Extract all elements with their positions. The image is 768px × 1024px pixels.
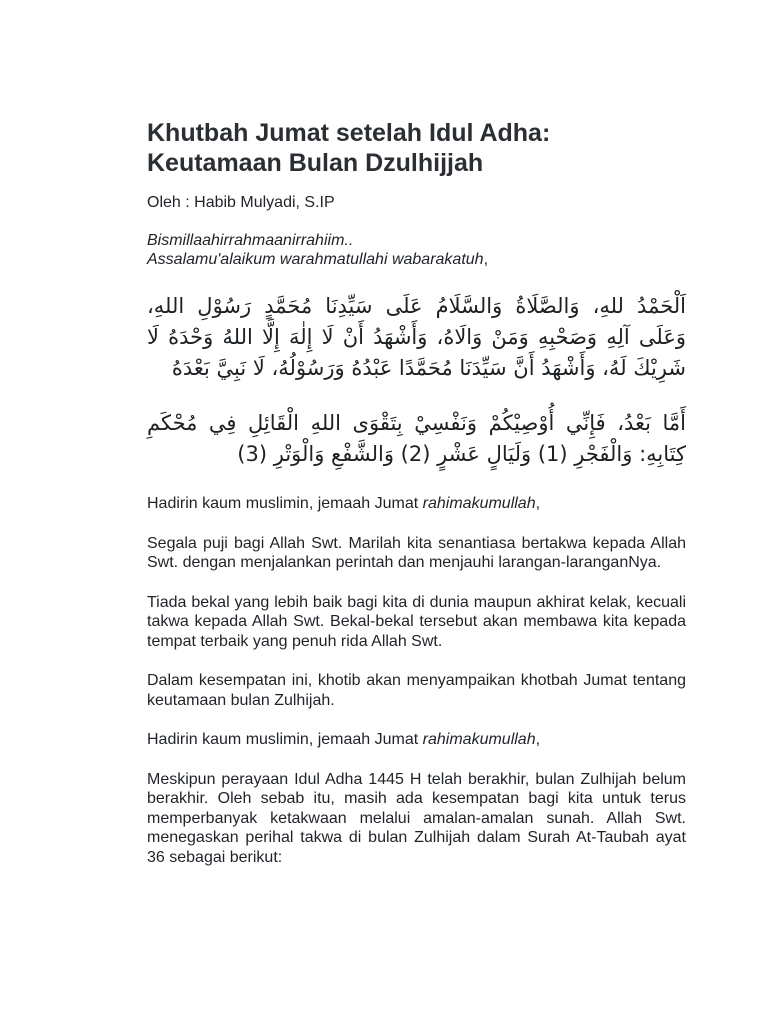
address-text: Hadirin kaum muslimin, jemaah Jumat — [147, 495, 423, 512]
address-text: Hadirin kaum muslimin, jemaah Jumat — [147, 731, 423, 748]
address-paragraph-1 — [147, 494, 686, 514]
author-byline: Oleh : Habib Mulyadi, S.IP — [147, 194, 335, 211]
address-tail: , — [535, 731, 541, 748]
paragraph-provision: Tiada bekal yang lebih baik bagi kita di dunia maupun akhirat kelak, kecuali takwa kepada Allah Swt. Bekal-bekal tersebut akan membawa kita kepada tempat terbaik yang penuh rida Allah Swt. — [147, 593, 686, 650]
address-tail: , — [535, 495, 541, 512]
opening-greeting — [147, 231, 686, 269]
basmalah-line: Bismillaahirrahmaanirrahiim.. — [147, 232, 354, 249]
title-line-2: Keutamaan Bulan Dzulhijjah — [147, 149, 484, 177]
paragraph-praise: Segala puji bagi Allah Swt. Marilah kita senantiasa bertakwa kepada Allah Swt. dengan menjalankan perintah dan menjauhi larangan-laranganNya. — [147, 534, 686, 571]
title-line-1: Khutbah Jumat setelah Idul Adha: — [147, 119, 551, 147]
address-italic: rahimakumullah — [422, 731, 536, 748]
document-page — [147, 118, 686, 867]
salam-comma: , — [483, 251, 489, 268]
address-italic: rahimakumullah — [422, 495, 536, 512]
paragraph-zulhijah: Meskipun perayaan Idul Adha 1445 H telah berakhir, bulan Zulhijah belum berakhir. Oleh sebab itu, masih ada kesempatan bagi kita untuk terus memperbanyak ketakwaan melalui amalan-amalan sunah. Allah Swt. menegaskan perihal takwa di bulan Zulhijah dalam Surah At-Taubah ayat 36 sebagai berikut: — [147, 770, 686, 866]
address-paragraph-2 — [147, 730, 686, 750]
arabic-quran-verse: أَمَّا بَعْدُ، فَإِنِّي أُوْصِيْكُمْ وَنَفْسِيْ بِتَقْوَى اللهِ الْقَائِلِ فِي مُحْكَمِ كِتَابِهِ: وَالْفَجْرِ (1) وَلَيَالٍ عَشْرٍ (2) وَالشَّفْعِ وَالْوَتْرِ (3) — [147, 411, 686, 466]
document-title — [147, 118, 686, 178]
arabic-hamdalah: اَلْحَمْدُ للهِ، وَالصَّلَاةُ وَالسَّلَامُ عَلَى سَيِّدِنَا مُحَمَّدٍ رَسُوْلِ اللهِ، وَعَلَى آلِهِ وَصَحْبِهِ وَمَنْ وَالَاهُ، وَأَشْهَدُ أَنْ لَا إِلٰهَ إِلَّا اللهُ وَحْدَهُ لَا شَرِيْكَ لَهُ، وَأَشْهَدُ أَنَّ سَيِّدَنَا مُحَمَّدًا عَبْدُهُ وَرَسُوْلُهُ، لَا نَبِيَّ بَعْدَهُ — [147, 294, 686, 380]
paragraph-topic: Dalam kesempatan ini, khotib akan menyampaikan khotbah Jumat tentang keutamaan bulan Zulhijah. — [147, 672, 686, 709]
salam-line: Assalamu'alaikum warahmatullahi wabarakatuh — [147, 251, 484, 268]
arabic-opening-block — [147, 291, 686, 470]
